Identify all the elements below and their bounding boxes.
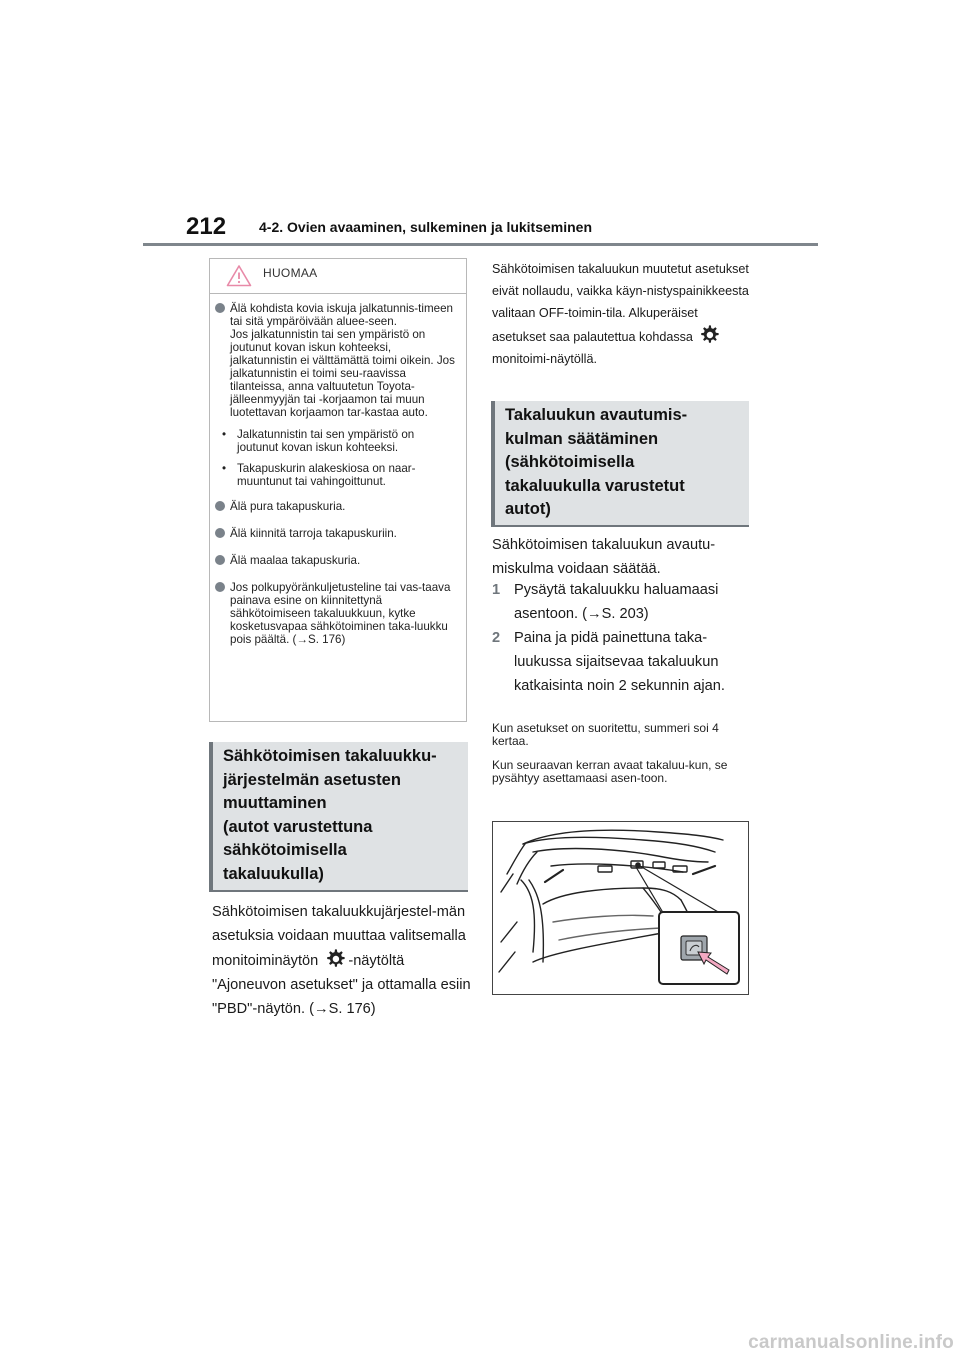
tailgate-drawing xyxy=(493,822,748,994)
bullet-dot-icon xyxy=(215,555,225,565)
bullet-dot-icon xyxy=(215,303,225,313)
angle-paragraph: Sähkötoimisen takaluukun avautu-miskulma voidaan säätää. xyxy=(492,537,716,577)
bullet-dot-icon xyxy=(215,501,225,511)
paragraph-text: -näytöltä "Ajoneuvon asetukset" ja ottamalla esiin "PBD"-näytön. (→S. 176) xyxy=(212,953,471,1017)
heading-line: Sähkötoimisen takaluukku- xyxy=(223,747,437,765)
caution-item xyxy=(215,527,458,540)
caution-subitem xyxy=(215,462,458,488)
caution-item xyxy=(215,581,458,646)
paragraph-text: Sähkötoimisen takaluukun muutetut asetukset eivät nollaudu, vaikka käyn-nistyspainikkeesta valitaan OFF-toimin-tila. Alkuperäiset asetukset saa palautettua kohdassa xyxy=(492,262,749,344)
caution-subitem-text: Jalkatunnistin tai sen ympäristö on joutunut kovan iskun kohteeksi. xyxy=(237,428,415,454)
caution-title: HUOMAA xyxy=(263,266,318,280)
note-buzzer: Kun asetukset on suoritettu, summeri soi 4 kertaa. xyxy=(492,721,719,748)
step-text: Pysäytä takaluukku haluamaasi asentoon. (→S. 203) xyxy=(514,582,719,622)
heading-line: sähkötoimisella xyxy=(223,841,347,859)
heading-line: takaluukulla) xyxy=(223,864,324,883)
note-stop-position: Kun seuraavan kerran avaat takaluu-kun, se pysähtyy asettamaasi asen-toon. xyxy=(492,758,728,785)
warning-triangle-icon xyxy=(226,264,252,287)
heading-line: kulman säätäminen xyxy=(505,429,659,448)
caution-item xyxy=(215,302,458,419)
paragraph-text: monitoimi-näytöllä. xyxy=(492,352,597,366)
heading-line: Takaluukun avautumis- xyxy=(505,406,688,424)
bullet-icon: • xyxy=(222,462,227,475)
caution-header xyxy=(210,259,466,294)
step-text: Paina ja pidä painettuna taka-luukussa sijaitsevaa takaluukun katkaisinta noin 2 sekunnin ajan. xyxy=(514,630,725,694)
caution-item-text: Älä kohdista kovia iskuja jalkatunnis-timeen tai sitä ympäröivään aluee-seen. Jos jalkatunnistin tai sen ympäristö on joutunut kovan iskun kohteeksi, jalkatunnistin ei välttämättä toimi oikein. Jos jalkatunnistin ei toimi seu-raavissa tilanteissa, anna valtuutetun Toyota-jälleenmyyjän tai -korjaamon tai muun luotettavan korjaamon tar-kastaa auto. xyxy=(230,302,455,419)
step-2 xyxy=(492,626,754,698)
caution-item-text: Älä maalaa takapuskuria. xyxy=(230,554,361,567)
heading-line: takaluukulla varustetut xyxy=(505,476,685,495)
caution-item xyxy=(215,554,458,567)
caution-subitem-text: Takapuskurin alakeskiosa on naar-muuntunut tai vahingoittunut. xyxy=(237,462,416,488)
page-number: 212 xyxy=(186,213,227,240)
bullet-dot-icon xyxy=(215,582,225,592)
watermark: carmanualsonline.info xyxy=(748,1332,954,1353)
reset-paragraph xyxy=(492,258,754,370)
caution-box xyxy=(209,258,467,722)
caution-item xyxy=(215,500,458,513)
chapter-title: 4-2. Ovien avaaminen, sulkeminen ja lukitseminen xyxy=(259,219,593,235)
settings-paragraph xyxy=(212,900,474,1021)
heading-line: autot) xyxy=(505,500,551,518)
section-heading-angle xyxy=(491,401,749,527)
tailgate-switch-illustration xyxy=(492,821,749,995)
gear-icon xyxy=(324,948,346,970)
header-divider xyxy=(143,243,818,246)
bullet-icon: • xyxy=(222,428,227,441)
caution-item-text: Älä kiinnitä tarroja takapuskuriin. xyxy=(230,527,397,540)
step-number: 1 xyxy=(492,582,501,598)
gear-icon xyxy=(698,324,720,346)
heading-line: (sähkötoimisella xyxy=(505,453,635,471)
heading-line: järjestelmän asetusten xyxy=(223,770,401,789)
step-number: 2 xyxy=(492,630,501,646)
heading-line: muuttaminen xyxy=(223,794,327,812)
caution-item-text: Älä pura takapuskuria. xyxy=(230,500,346,513)
heading-line: (autot varustettuna xyxy=(223,817,373,836)
step-1 xyxy=(492,578,754,626)
paragraph-text: Sähkötoimisen takaluukkujärjestel-män asetuksia voidaan muuttaa valitsemalla monitoiminäytön xyxy=(212,904,466,969)
caution-item-text: Jos polkupyöränkuljetusteline tai vas-taava painava esine on kiinnitettynä sähkötoimiseen takaluukkuun, kytke kosketusvapaa sähkötoiminen taka-luukku pois päältä. (→S. 176) xyxy=(230,581,451,646)
bullet-dot-icon xyxy=(215,528,225,538)
caution-subitem xyxy=(215,428,458,454)
section-heading-settings xyxy=(209,742,468,892)
